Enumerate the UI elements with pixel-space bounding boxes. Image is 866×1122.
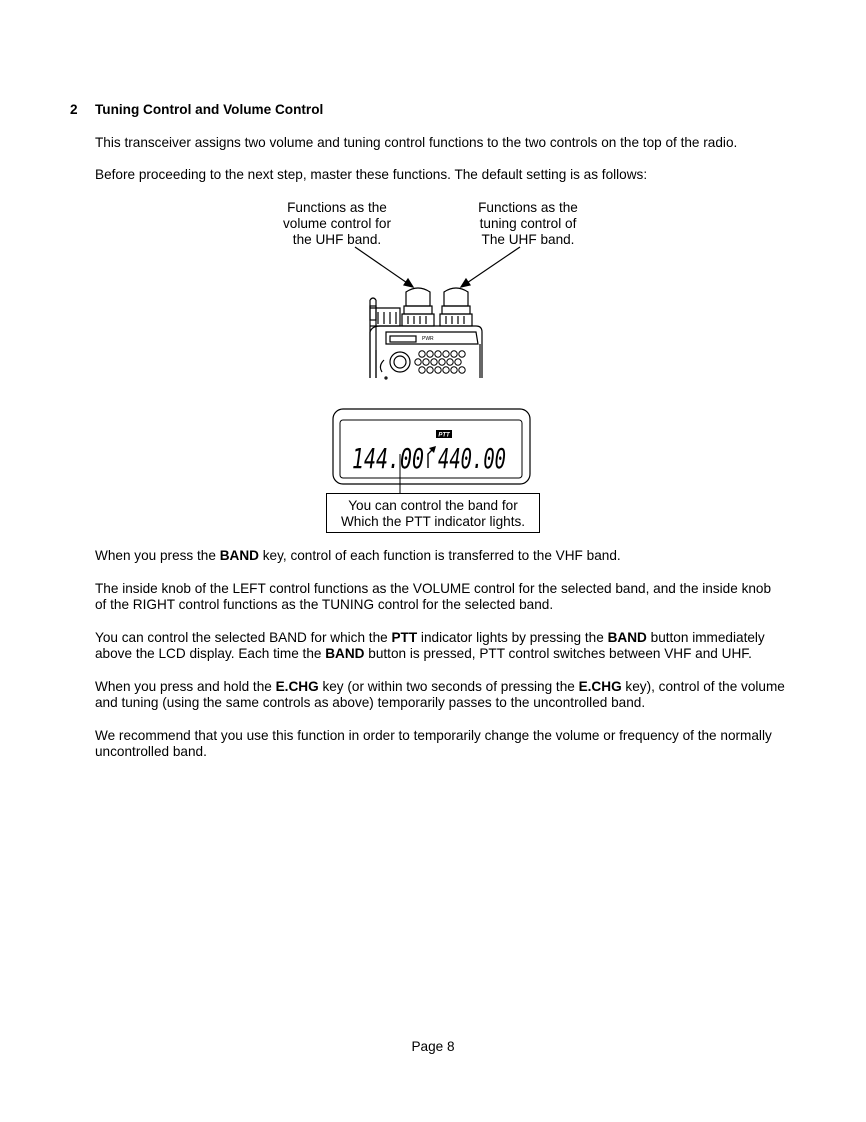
lcd-left-frequency: 144.00 [352, 442, 424, 475]
left-knob-callout: Functions as the volume control for the UHF band. [282, 200, 392, 247]
paragraph-inside-knob-2: of the RIGHT control functions as the TUNING control for the selected band. [95, 597, 554, 612]
section-number: 2 [70, 102, 78, 117]
intro-paragraph-2: Before proceeding to the next step, master these functions. The default setting is as follows: [95, 167, 648, 182]
page-number: Page 8 [411, 1039, 455, 1054]
right-knob-callout: Functions as the tuning control of The UHF band. [478, 200, 578, 247]
section-title: Tuning Control and Volume Control [95, 102, 324, 117]
ptt-indicator-label: PTT [438, 432, 450, 439]
paragraph-echg-2: and tuning (using the same controls as above) temporarily passes to the uncontrolled band. [95, 695, 646, 710]
paragraph-ptt-1: You can control the selected BAND for which the PTT indicator lights by pressing the BAND button immediately [95, 630, 765, 645]
paragraph-ptt-2: above the LCD display. Each time the BAND button is pressed, PTT control switches between VHF and UHF. [95, 646, 752, 661]
lcd-display [332, 408, 532, 494]
pwr-label: PWR [422, 336, 434, 342]
radio-top-illustration [340, 240, 540, 382]
right-callout-arrow [461, 247, 520, 287]
paragraph-recommend-1: We recommend that you use this function in order to temporarily change the volume or frequency of the normally [95, 728, 772, 743]
paragraph-band-key: When you press the BAND key, control of each function is transferred to the VHF band. [95, 548, 621, 563]
left-callout-arrow [355, 247, 413, 287]
lcd-caption: You can control the band for Which the PTT indicator lights. [326, 493, 540, 533]
paragraph-inside-knob-1: The inside knob of the LEFT control functions as the VOLUME control for the selected band, and the inside knob [95, 581, 772, 596]
lcd-right-frequency: 440.00 [438, 442, 506, 475]
paragraph-echg-1: When you press and hold the E.CHG key (or within two seconds of pressing the E.CHG key), control of the volume [95, 679, 785, 694]
section-heading [70, 102, 323, 117]
intro-paragraph-1: This transceiver assigns two volume and tuning control functions to the two controls on the top of the radio. [95, 135, 738, 150]
paragraph-recommend-2: uncontrolled band. [95, 744, 207, 759]
